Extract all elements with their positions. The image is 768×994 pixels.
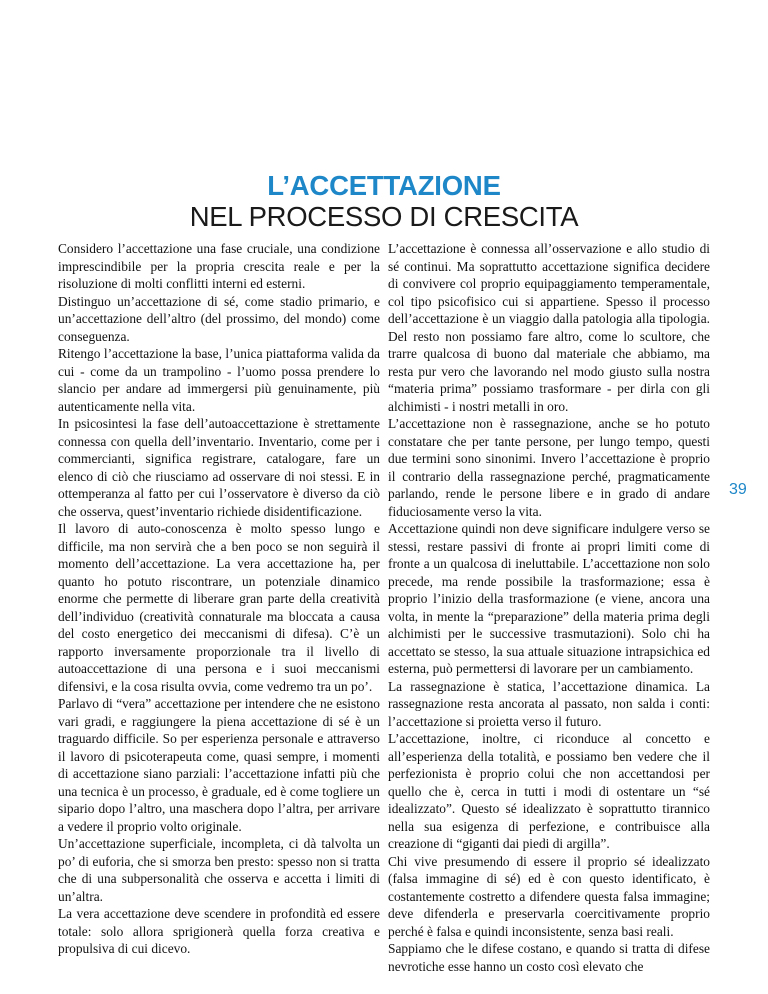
paragraph: Distinguo un’accettazione di sé, come stadio primario, e un’accettazione dell’altro (del prossimo, del mondo) come conseguenza. [58,293,380,344]
left-column [58,240,380,958]
paragraph: Un’accettazione superficiale, incompleta, ci dà talvolta un po’ di euforia, che si smorza ben presto: spesso non si tratta che di una subpersonalità che osserva e accetta i limiti di un’altra. [58,836,380,904]
paragraph: Considero l’accettazione una fase cruciale, una condizione imprescindibile per la propria crescita reale e per la risoluzione di molti conflitti interni ed esterni. [58,241,380,291]
paragraph: La rassegnazione è statica, l’accettazione dinamica. La rassegnazione resta ancorata al passato, non salda i conti: l’accettazione si proietta verso il futuro. [388,678,710,729]
paragraph: In psicosintesi la fase dell’autoaccettazione è strettamente connessa con quella dell’inventario. Inventario, come per i commercianti, significa registrare, catalogare, fare un elenco di ciò che riusciamo ad osservare di noi stessi. E in ottemperanza al fatto per cui l’osservatore è diverso da ciò che osserva, quest’inventario richiede disidentificazione. [58,416,380,519]
right-column [388,240,710,975]
paragraph: Ritengo l’accettazione la base, l’unica piattaforma valida da cui - come da un trampolino - l’uomo possa prendere lo slancio per andare ad immergersi più genuinamente, più autenticamente nella vita. [58,346,380,414]
page-title [0,171,768,232]
paragraph: L’accettazione, inoltre, ci riconduce al concetto e all’esperienza della totalità, e possiamo ben vedere che il perfezionista è proprio colui che non accettandosi per quello che è, cerca in tutti i modi di ostentare un “sé idealizzato”. Questo sé idealizzato è soprattutto tirannico nella sua esigenza di perfezione, e contribuisce alla creazione di “giganti dai piedi di argilla”. [388,731,710,851]
paragraph: Sappiamo che le difese costano, e quando si tratta di difese nevrotiche esse hanno un costo così elevato che [388,941,710,974]
paragraph: L’accettazione è connessa all’osservazione e allo studio di sé continui. Ma soprattutto accettazione significa decidere di convivere col proprio equipaggiamento temperamentale, col tipo psicofisico cui si appartiene. Spesso il processo dell’accettazione è un viaggio dalla patologia alla tipologia. Del resto non possiamo fare altro, come lo scultore, che trarre qualcosa di buono dal materiale che abbiamo, ma resta pur vero che lavorando nel modo giusto sulla nostra “materia prima” possiamo trasformare - per dirla con gli alchimisti - i nostri metalli in oro. [388,241,710,414]
paragraph: La vera accettazione deve scendere in profondità ed essere totale: solo allora sprigionerà quella forza creativa e propulsiva di cui dicevo. [58,906,380,956]
title-main: L’ACCETTAZIONE [267,170,501,201]
page-number: 39 [729,481,747,498]
title-subtitle: NEL PROCESSO DI CRESCITA [189,201,579,232]
paragraph: Il lavoro di auto-conoscenza è molto spesso lungo e difficile, ma non servirà che a ben poco se non seguirà il momento dell’accettazione. La vera accettazione ha, per quanto ho potuto riscontrare, un potenziale dinamico enorme che permette di liberare gran parte della creatività dell’individuo (creatività connaturale ma bloccata a causa del costo energetico dei meccanismi di difesa). C’è un rapporto inversamente proporzionale tra il livello di autoaccettazione di una persona e i suoi meccanismi difensivi, e la cosa risulta ovvia, come vedremo tra un po’. [58,521,380,694]
paragraph: Chi vive presumendo di essere il proprio sé idealizzato (falsa immagine di sé) ed è con questo identificato, è costantemente costretto a difendere questa falsa immagine; deve difenderla e preservarla coercitivamente proprio perché è falsa e quindi inconsistente, senza basi reali. [388,853,710,939]
paragraph: Parlavo di “vera” accettazione per intendere che ne esistono vari gradi, e raggiungere la piena accettazione di sé è un traguardo difficile. So per esperienza personale e attraverso il lavoro di psicoterapeuta come, quasi sempre, i momenti di accettazione siano parziali: l’accettazione infatti più che una tecnica è un processo, è graduale, ed è come togliere un sipario dopo l’altro, una maschera dopo l’altra, per arrivare a vedere il proprio volto originale. [58,696,380,834]
paragraph: L’accettazione non è rassegnazione, anche se ho potuto constatare che per tante persone, per lungo tempo, questi due termini sono sinonimi. Invero l’accettazione è proprio il contrario della rassegnazione perché, pragmaticamente parlando, rende le persone libere e in grado di andare fiduciosamente verso la vita. [388,416,710,519]
paragraph: Accettazione quindi non deve significare indulgere verso se stessi, restare passivi di fronte ai propri limiti come di fronte a un qualcosa di ineluttabile. L’accettazione non solo precede, ma rende possibile la trasformazione; essa è proprio l’inizio della trasformazione (e viene, ancora una volta, in mente la “preparazione” della materia prima degli alchimisti per le successive trasmutazioni). Solo chi ha accettato se stesso, la sua attuale situazione intrapsichica ed esterna, può permettersi di lavorare per un cambiamento. [388,521,710,676]
